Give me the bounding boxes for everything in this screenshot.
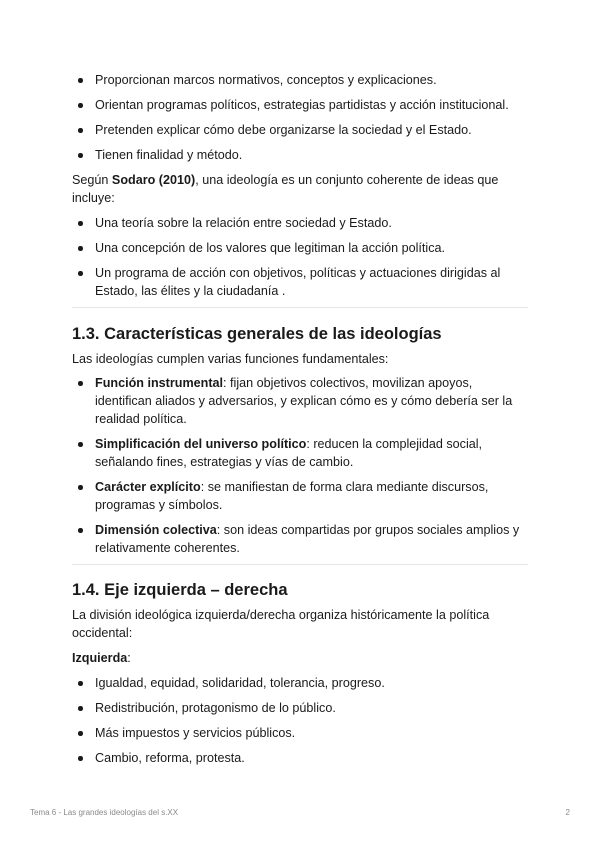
section-divider (72, 307, 528, 308)
left-values-list (72, 674, 528, 767)
footer-title: Tema 6 - Las grandes ideologías del s.XX (30, 808, 179, 817)
section-heading-1-3: 1.3. Características generales de las ideologías (72, 325, 442, 343)
sodaro-paragraph: Según Sodaro (2010), una ideología es un conjunto coherente de ideas que incluye: (72, 173, 499, 205)
list-item: Carácter explícito: se manifiestan de forma clara mediante discursos, programas y símbolos. (72, 478, 528, 514)
list-item: Una concepción de los valores que legitiman la acción política. (72, 239, 528, 257)
list-item: Cambio, reforma, protesta. (72, 749, 528, 767)
list-item: Igualdad, equidad, solidaridad, tolerancia, progreso. (72, 674, 528, 692)
section-divider (72, 564, 528, 565)
characteristics-list (72, 374, 528, 557)
list-item: Pretenden explicar cómo debe organizarse la sociedad y el Estado. (72, 121, 528, 139)
list-item: Dimensión colectiva: son ideas compartidas por grupos sociales amplios y relativamente coherentes. (72, 521, 528, 557)
section-1-3-intro: Las ideologías cumplen varias funciones fundamentales: (72, 352, 389, 366)
list-item: Orientan programas políticos, estrategias partidistas y acción institucional. (72, 96, 528, 114)
section-1-4-intro: La división ideológica izquierda/derecha organiza históricamente la política occidental: (72, 608, 490, 640)
page-footer (30, 808, 570, 817)
list-item: Simplificación del universo político: reducen la complejidad social, señalando fines, estrategias y vías de cambio. (72, 435, 528, 471)
list-item: Tienen finalidad y método. (72, 146, 528, 164)
page-number: 2 (565, 808, 570, 817)
list-item: Una teoría sobre la relación entre sociedad y Estado. (72, 214, 528, 232)
list-item: Más impuestos y servicios públicos. (72, 724, 528, 742)
page-content (72, 71, 528, 774)
sodaro-citation: Sodaro (2010) (111, 173, 196, 187)
left-subheading: Izquierda: (72, 651, 131, 665)
functions-list (72, 71, 528, 164)
list-item: Proporcionan marcos normativos, conceptos y explicaciones. (72, 71, 528, 89)
list-item: Redistribución, protagonismo de lo público. (72, 699, 528, 717)
list-item: Función instrumental: fijan objetivos colectivos, movilizan apoyos, identifican aliados y adversarios, y explican cómo es y cómo debería ser la realidad política. (72, 374, 528, 428)
list-item: Un programa de acción con objetivos, políticas y actuaciones dirigidas al Estado, las élites y la ciudadanía . (72, 264, 528, 300)
ideology-components-list (72, 214, 528, 300)
section-heading-1-4: 1.4. Eje izquierda – derecha (72, 581, 288, 599)
